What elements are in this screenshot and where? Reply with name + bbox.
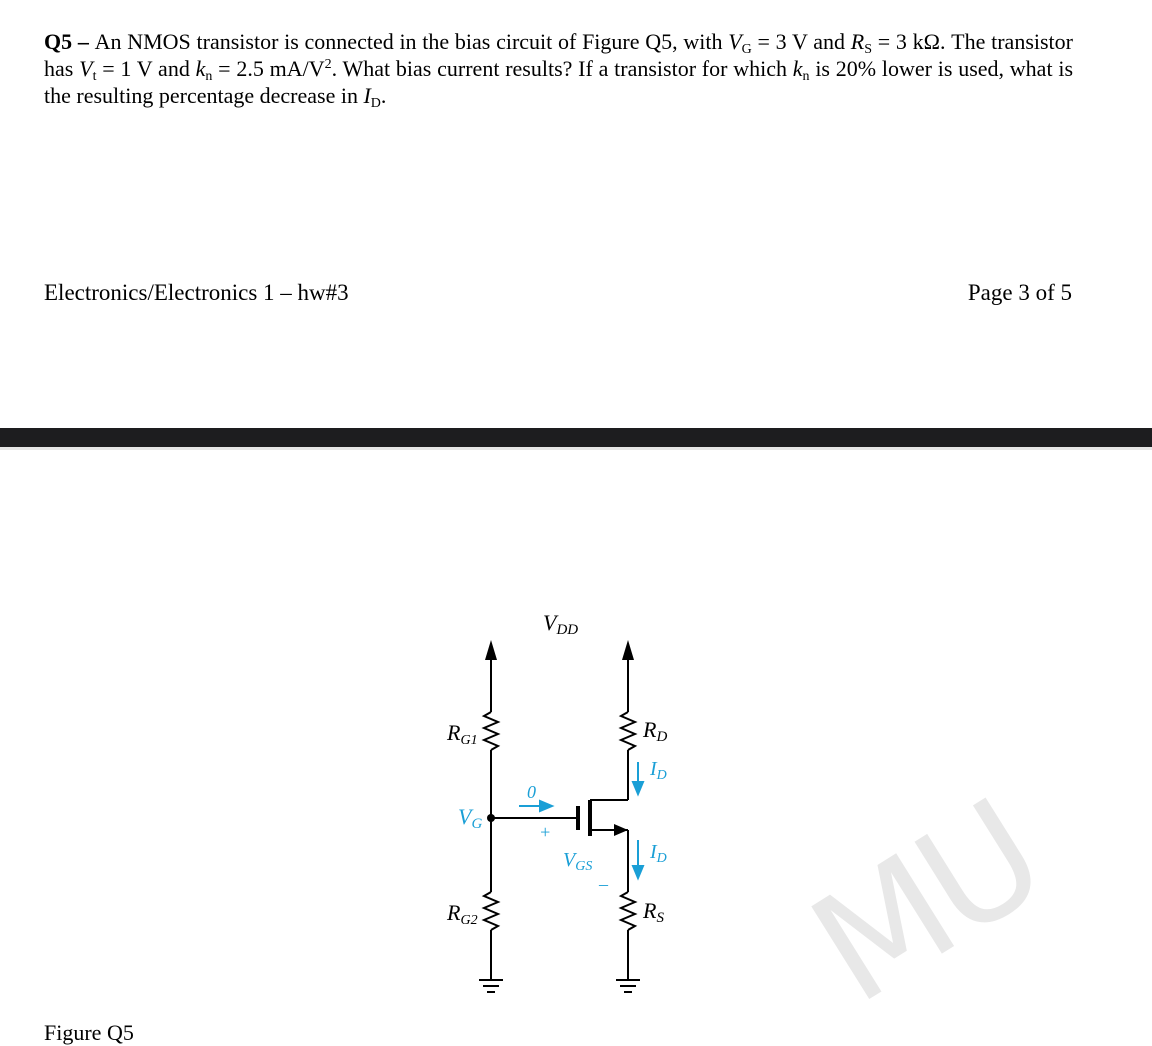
rg1-label: RG1 (447, 720, 478, 748)
question-number: Q5 (44, 29, 73, 54)
id-label-top: $I_D$ (650, 758, 667, 783)
rg2-label: RG2 (447, 900, 478, 928)
id-arrow-bottom-head (633, 866, 643, 878)
question-text: Q5 – An NMOS transistor is connected in the bias circuit of Figure Q5, with $V_G = 3$ V and $R_S = 3$ kΩ. The transistor has $V_t = 1$ V and $k_n = 2.5$ $mA/V^2$. What bias current results? If a transistor for which $k_n$ is 20% lower is used, what is the resulting percentage decrease in $I_D$. (44, 29, 1074, 111)
page-break-bar (0, 428, 1152, 447)
vdd-label: VDD (543, 610, 579, 638)
source-arrow (614, 824, 628, 836)
footer-course: Electronics/Electronics 1 – hw#3 (44, 280, 349, 305)
rg2-resistor (484, 892, 498, 930)
circuit-figure (0, 450, 1152, 1036)
rs-label: RS (643, 898, 664, 926)
vgs-plus: + (539, 822, 552, 842)
vgs-minus: – (599, 874, 608, 894)
rd-label: RD (643, 717, 668, 745)
vg-node-dot (487, 814, 495, 822)
watermark: MU (783, 769, 1069, 1038)
vgs-label: $V_{GS}$ (563, 849, 593, 874)
id-label-bottom: $I_D$ (650, 841, 667, 866)
footer-page-number: Page 3 of 5 (967, 280, 1072, 305)
circuit-diagram (0, 450, 1152, 1036)
rg1-resistor (484, 712, 498, 750)
vdd-arrow-right (622, 640, 634, 660)
vg-label: VG (458, 804, 483, 832)
rs-resistor (621, 892, 635, 930)
gate-current-arrow-head (540, 801, 552, 811)
vdd-arrow-left (485, 640, 497, 660)
figure-caption: Figure Q5 (44, 1020, 134, 1045)
gate-current-label: 0 (527, 782, 536, 802)
id-arrow-top-head (633, 782, 643, 794)
rd-resistor (621, 712, 635, 750)
